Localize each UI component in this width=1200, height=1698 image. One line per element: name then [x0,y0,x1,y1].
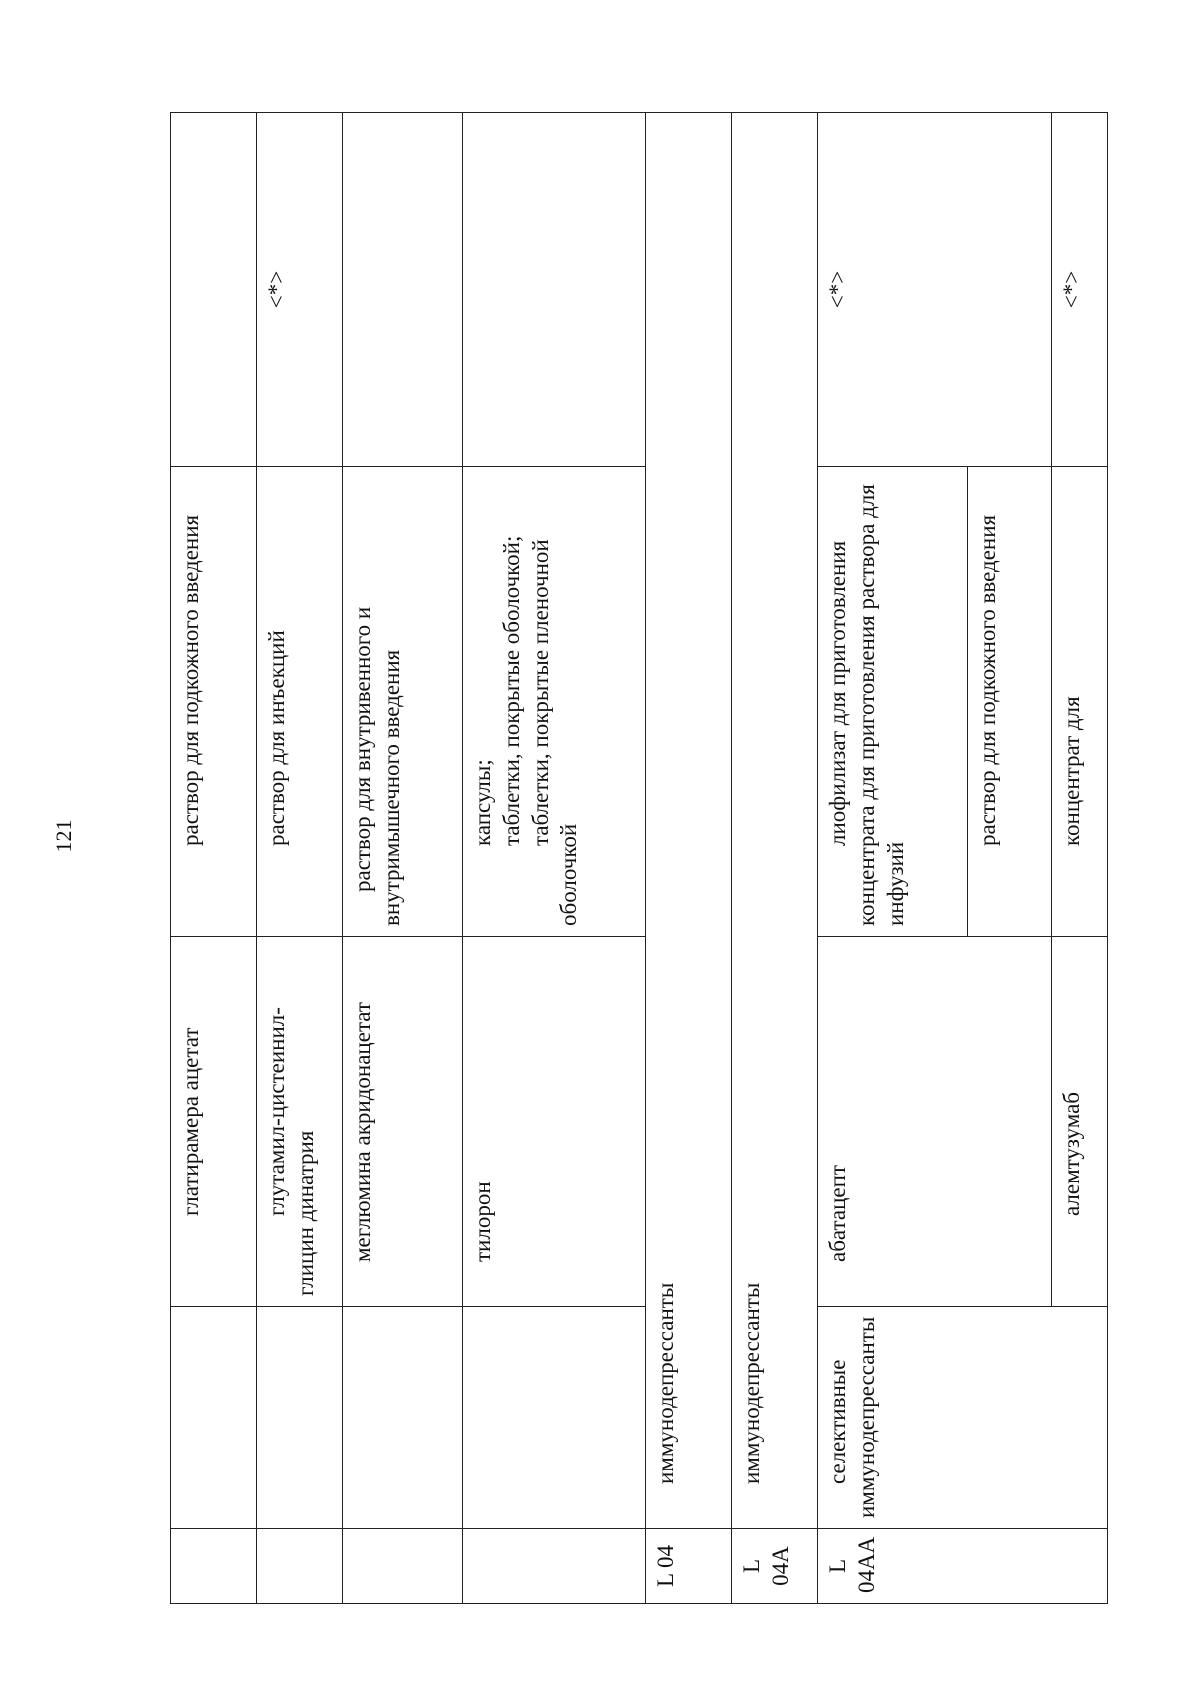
code-cell: L 04A [732,1529,818,1604]
form-cell: концентрат для [1052,467,1108,937]
group-cell [171,1307,257,1529]
form-cell: лиофилизат для приготовления концентрата для приготовления раствора для инфузий [818,467,968,937]
note-cell: <*> [1052,113,1108,467]
form-cell: раствор для подкожного введения [968,467,1052,937]
drug-cell: абатацепт [818,937,1052,1307]
group-cell: иммунодепрессанты [732,113,818,1529]
drug-cell: алемтузумаб [1052,937,1108,1307]
group-cell [257,1307,343,1529]
group-cell [463,1307,646,1529]
form-cell: раствор для внутривенного и внутримышечного введения [343,467,463,937]
code-cell [171,1529,257,1604]
code-cell: L 04 [646,1529,732,1604]
table-row [818,113,968,1604]
code-cell [257,1529,343,1604]
form-line: капсулы; [470,759,495,846]
form-cell: раствор для подкожного введения [171,467,257,937]
note-cell [343,113,463,467]
form-cell [463,467,646,937]
group-cell: иммунодепрессанты [646,113,732,1529]
group-cell [343,1307,463,1529]
table-row [732,113,818,1604]
rotated-table-wrapper [170,113,1120,1604]
table-row [343,113,463,1604]
drug-cell: меглюмина акридонацетат [343,937,463,1307]
code-cell: L 04AA [818,1529,1108,1604]
code-cell [463,1529,646,1604]
form-cell: раствор для инъекций [257,467,343,937]
drug-cell: тилорон [463,937,646,1307]
page-number: 121 [51,819,76,853]
form-line: таблетки, покрытые оболочкой; [498,535,524,846]
code-cell [343,1529,463,1604]
group-cell: селективные иммунодепрессанты [818,1307,1108,1529]
table-row [463,113,646,1604]
note-cell [463,113,646,467]
note-cell: <*> [818,113,1052,467]
drug-cell: глатирамера ацетат [171,937,257,1307]
table-row [257,113,343,1604]
table-row [171,113,257,1604]
note-cell [171,113,257,467]
drug-cell: глутамил-цистеинил-глицин динатрия [257,937,343,1307]
drug-table [170,112,1108,1604]
form-line: таблетки, покрытые пленочной оболочкой [527,539,582,926]
table-row [646,113,732,1604]
note-cell: <*> [257,113,343,467]
